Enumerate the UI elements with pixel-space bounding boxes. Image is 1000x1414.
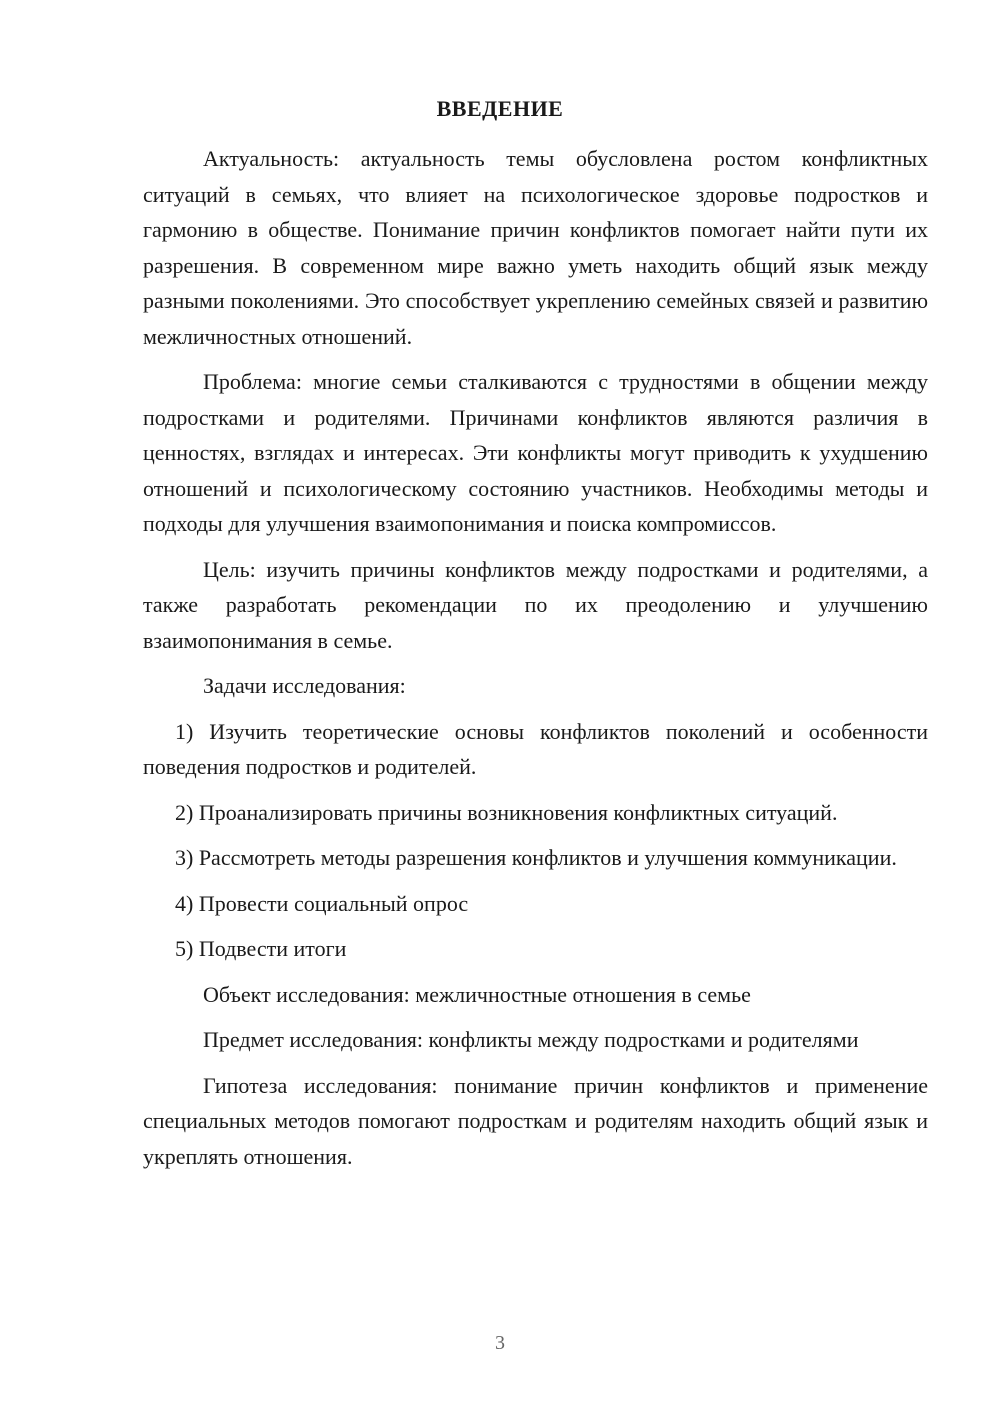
tasks-heading: Задачи исследования:	[203, 673, 406, 698]
task-item: 1) Изучить теоретические основы конфликтов поколений и особенности поведения подростков и родителей.	[143, 718, 928, 779]
task-item: 4) Провести социальный опрос	[175, 890, 469, 916]
hypothesis-paragraph: Гипотеза исследования: понимание причин конфликтов и применение специальных методов помогают подросткам и родителям находить общий язык и укреплять отношения.	[143, 1072, 928, 1169]
subject-paragraph: Предмет исследования: конфликты между подростками и родителями	[203, 1027, 859, 1052]
problem-paragraph: Проблема: многие семьи сталкиваются с трудностями в общении между подростками и родителями. Причинами конфликтов являются различия в ценностях, взглядах и интересах. Эти конфликты могут приводить к ухудшению отношений и психологическому состоянию участников. Необходимы методы и подходы для улучшения взаимопонимания и поиска компромиссов.	[143, 369, 928, 536]
task-item: 2) Проанализировать причины возникновения конфликтных ситуаций.	[175, 799, 838, 825]
task-item: 3) Рассмотреть методы разрешения конфликтов и улучшения коммуникации.	[175, 845, 897, 870]
goal-paragraph: Цель: изучить причины конфликтов между подростками и родителями, а также разработать рекомендации по их преодолению и улучшению взаимопонимания в семье.	[143, 556, 928, 653]
object-paragraph: Объект исследования: межличностные отношения в семье	[203, 981, 751, 1007]
page-number: 3	[495, 1332, 505, 1354]
task-item: 5) Подвести итоги	[175, 936, 347, 961]
page-title: ВВЕДЕНИЕ	[436, 96, 564, 121]
document-body	[143, 141, 928, 1184]
relevance-paragraph: Актуальность: актуальность темы обусловлена ростом конфликтных ситуаций в семьях, что влияет на психологическое здоровье подростков и гармонию в обществе. Понимание причин конфликтов помогает найти пути их разрешения. В современном мире важно уметь находить общий язык между разными поколениями. Это способствует укреплению семейных связей и развитию межличностных отношений.	[143, 146, 928, 349]
